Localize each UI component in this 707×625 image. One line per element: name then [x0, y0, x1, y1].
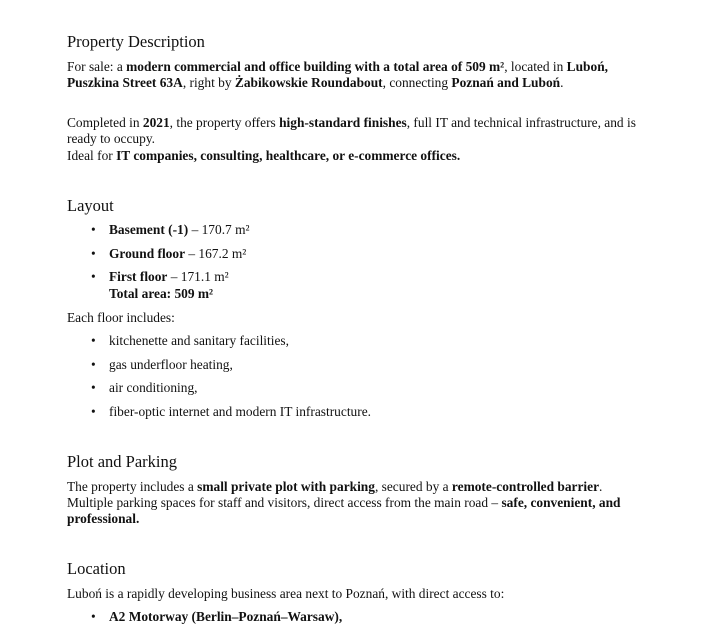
separator: –	[167, 269, 181, 285]
amenity-item	[67, 357, 647, 373]
section-heading-plot-and-parking: Plot and Parking	[67, 452, 177, 471]
bullet-icon: •	[91, 356, 96, 372]
floor-area: 167.2 m²	[198, 245, 247, 261]
location-intro: Luboń is a rapidly developing business area next to Poznań, with direct access to:	[67, 586, 505, 601]
floor-name: First floor	[109, 269, 168, 285]
text: .	[560, 75, 564, 91]
section-heading-layout: Layout	[67, 196, 114, 215]
description-paragraph-1	[67, 59, 647, 91]
text: Ideal for	[67, 148, 117, 163]
floor-area: 171.1 m²	[180, 269, 229, 285]
floor-name: Ground floor	[109, 245, 186, 261]
text: . Multiple parking spaces for staff and visitors, direct access from the main road –	[67, 479, 603, 511]
text: For sale: a	[67, 59, 127, 74]
bullet-icon: •	[91, 333, 96, 348]
floor-area: 170.7 m²	[201, 222, 250, 237]
total-area: Total area: 509 m²	[109, 285, 214, 301]
amenity-text: air conditioning,	[109, 380, 198, 396]
amenities-list	[67, 333, 647, 420]
text: The property includes a	[67, 479, 198, 494]
bullet-icon: •	[91, 380, 96, 396]
bullet-icon: •	[91, 404, 96, 420]
floor-name: Basement (-1)	[109, 222, 189, 237]
amenity-text: kitchenette and sanitary facilities,	[109, 333, 289, 348]
bullet-icon: •	[91, 269, 96, 285]
text: , secured by a	[374, 479, 452, 494]
text: , the property offers	[169, 115, 280, 130]
text: , right by	[182, 75, 235, 91]
bold-text: remote-controlled barrier	[451, 479, 600, 494]
description-paragraph-2	[67, 115, 647, 147]
amenity-text: fiber-optic internet and modern IT infrastructure.	[109, 404, 371, 420]
section-heading-location: Location	[67, 559, 126, 578]
text: Completed in	[67, 115, 143, 130]
amenity-item	[67, 333, 647, 349]
bold-text: safe, convenient, and professional.	[67, 495, 621, 527]
text: , located in	[504, 59, 567, 74]
bullet-icon: •	[91, 222, 96, 237]
section-heading-property-description: Property Description	[67, 32, 205, 51]
separator: –	[185, 245, 199, 261]
amenity-item	[67, 380, 647, 396]
bullet-icon: •	[91, 609, 96, 624]
floor-item-basement	[67, 222, 647, 238]
bold-text: small private plot with parking	[197, 479, 375, 494]
bold-text: IT companies, consulting, healthcare, or e-commerce offices.	[116, 148, 461, 163]
amenity-item	[67, 404, 647, 420]
floor-list	[67, 222, 647, 302]
bold-text: Poznań and Luboń	[451, 75, 561, 91]
floor-item-first	[67, 269, 647, 301]
each-floor-includes-label: Each floor includes:	[67, 310, 175, 325]
bold-text: Żabikowskie Roundabout	[234, 75, 383, 91]
bold-text: high-standard finishes	[279, 115, 407, 130]
plot-paragraph	[67, 479, 647, 528]
floor-item-ground	[67, 246, 647, 262]
bold-text: modern commercial and office building with a total area of 509 m²	[126, 59, 505, 74]
bold-text: 2021	[142, 115, 170, 130]
text: , full IT and technical infrastructure, and is ready to occupy.	[67, 115, 636, 147]
separator: –	[188, 222, 202, 237]
location-text: A2 Motorway (Berlin–Poznań–Warsaw),	[109, 609, 343, 624]
amenity-text: gas underfloor heating,	[109, 356, 233, 372]
bold-text: Luboń, Puszkina Street 63A	[67, 59, 608, 91]
text: , connecting	[382, 75, 452, 91]
description-paragraph-3	[67, 148, 647, 164]
bullet-icon: •	[91, 245, 96, 261]
